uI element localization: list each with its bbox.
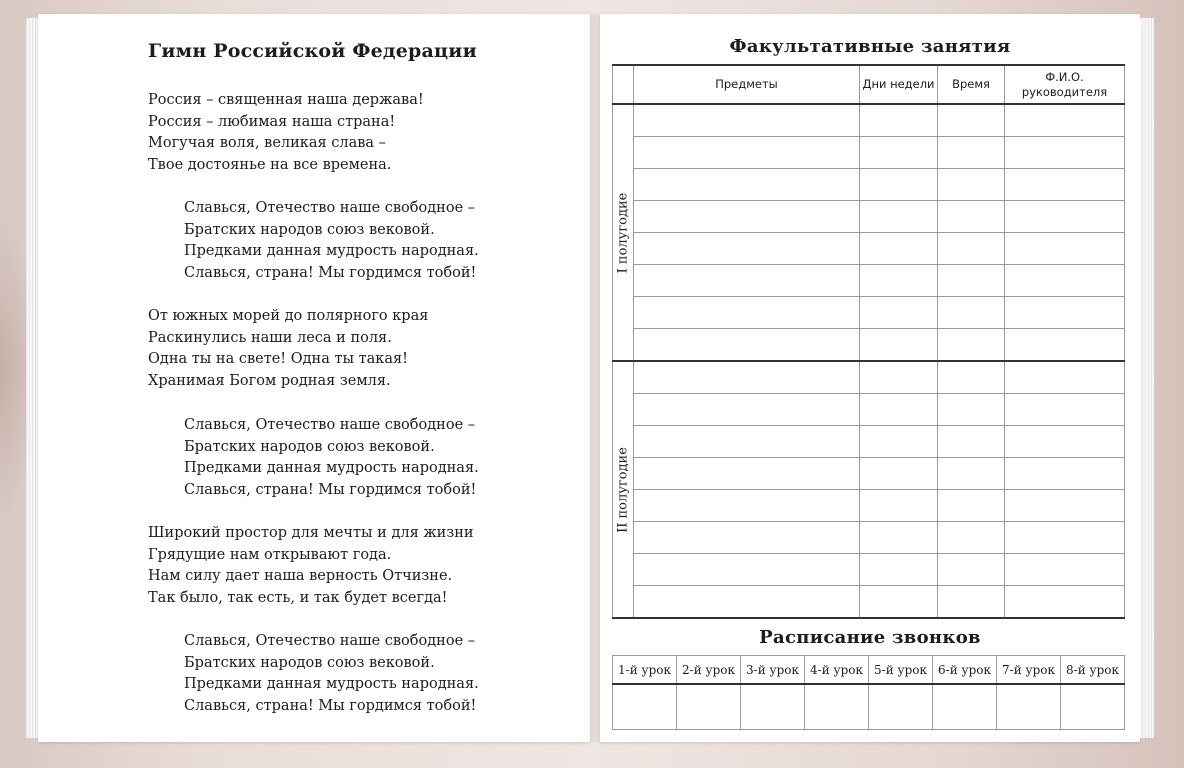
lesson-time-cell[interactable] <box>613 684 677 730</box>
time-cell[interactable] <box>938 233 1005 265</box>
bells-header-row <box>613 656 1125 685</box>
right-page <box>600 14 1140 742</box>
teacher-header-line1: Ф.И.О. <box>1045 69 1084 84</box>
subject-cell[interactable] <box>634 233 860 265</box>
table-row <box>613 265 1125 297</box>
subject-cell[interactable] <box>634 586 860 619</box>
stanza-line: Славься, Отечество наше свободное – <box>184 200 476 216</box>
teacher-cell[interactable] <box>1005 329 1125 362</box>
time-cell[interactable] <box>938 265 1005 297</box>
stanza-3 <box>148 523 474 609</box>
subject-cell[interactable] <box>634 458 860 490</box>
time-cell[interactable] <box>938 104 1005 137</box>
time-cell[interactable] <box>938 201 1005 233</box>
refrain-2 <box>184 415 479 501</box>
teacher-cell[interactable] <box>1005 201 1125 233</box>
subject-cell[interactable] <box>634 394 860 426</box>
stanza-line: Хранимая Богом родная земля. <box>148 372 391 389</box>
subject-cell[interactable] <box>634 329 860 362</box>
weekdays-cell[interactable] <box>860 297 938 329</box>
subject-cell[interactable] <box>634 265 860 297</box>
stanza-line: Россия – любимая наша страна! <box>148 113 396 130</box>
subject-cell[interactable] <box>634 201 860 233</box>
table-row <box>613 297 1125 329</box>
teacher-cell[interactable] <box>1005 490 1125 522</box>
weekdays-cell[interactable] <box>860 201 938 233</box>
page-edges-right <box>1140 18 1154 738</box>
stanza-line: Славься, страна! Мы гордимся тобой! <box>184 481 477 498</box>
lesson-time-cell[interactable] <box>997 684 1061 730</box>
subject-cell[interactable] <box>634 426 860 458</box>
subject-cell[interactable] <box>634 169 860 201</box>
time-cell[interactable] <box>938 329 1005 362</box>
semester-2-cell <box>613 361 634 618</box>
stanza-line: Так было, так есть, и так будет всегда! <box>148 589 448 606</box>
stanza-line: Предками данная мудрость народная. <box>184 460 479 476</box>
bells-time-row <box>613 684 1125 730</box>
stanza-2 <box>148 306 428 392</box>
lesson-time-cell[interactable] <box>805 684 869 730</box>
teacher-cell[interactable] <box>1005 137 1125 169</box>
subject-cell[interactable] <box>634 137 860 169</box>
weekdays-cell[interactable] <box>860 554 938 586</box>
time-header: Время <box>938 65 1005 104</box>
table-row <box>613 426 1125 458</box>
table-row <box>613 361 1125 394</box>
electives-title: Факультативные занятия <box>729 36 1011 57</box>
refrain-1 <box>184 198 479 284</box>
teacher-cell[interactable] <box>1005 458 1125 490</box>
teacher-cell[interactable] <box>1005 361 1125 394</box>
lesson-header: 3-й урок <box>741 656 805 685</box>
electives-header-row <box>613 65 1125 104</box>
table-row <box>613 522 1125 554</box>
stanza-line: Широкий простор для мечты и для жизни <box>148 525 474 541</box>
stanza-line: Славься, страна! Мы гордимся тобой! <box>184 264 477 281</box>
weekdays-cell[interactable] <box>860 104 938 137</box>
weekdays-cell[interactable] <box>860 233 938 265</box>
lesson-header: 4-й урок <box>805 656 869 685</box>
stanza-line: Братских народов союз вековой. <box>184 438 435 455</box>
lesson-header: 7-й урок <box>997 656 1061 685</box>
anthem-title: Гимн Российской Федерации <box>148 40 477 62</box>
subjects-header: Предметы <box>634 65 860 104</box>
stanza-line: Предками данная мудрость народная. <box>184 676 479 692</box>
time-cell[interactable] <box>938 137 1005 169</box>
lesson-time-cell[interactable] <box>741 684 805 730</box>
lesson-time-cell[interactable] <box>1061 684 1125 730</box>
weekdays-cell[interactable] <box>860 394 938 426</box>
table-row <box>613 137 1125 169</box>
stanza-line: Раскинулись наши леса и поля. <box>148 329 392 346</box>
teacher-header <box>1005 65 1125 104</box>
electives-table <box>612 64 1125 619</box>
weekdays-cell[interactable] <box>860 458 938 490</box>
teacher-cell[interactable] <box>1005 297 1125 329</box>
teacher-cell[interactable] <box>1005 233 1125 265</box>
teacher-cell[interactable] <box>1005 394 1125 426</box>
lesson-time-cell[interactable] <box>869 684 933 730</box>
table-row <box>613 169 1125 201</box>
teacher-cell[interactable] <box>1005 522 1125 554</box>
time-cell[interactable] <box>938 169 1005 201</box>
subject-cell[interactable] <box>634 522 860 554</box>
time-cell[interactable] <box>938 297 1005 329</box>
bells-table <box>612 655 1125 730</box>
table-row <box>613 201 1125 233</box>
weekdays-cell[interactable] <box>860 361 938 394</box>
time-cell[interactable] <box>938 394 1005 426</box>
time-cell[interactable] <box>938 458 1005 490</box>
stanza-line: Славься, страна! Мы гордимся тобой! <box>184 697 477 714</box>
stanza-line: Одна ты на свете! Одна ты такая! <box>148 351 408 367</box>
table-row <box>613 458 1125 490</box>
teacher-cell[interactable] <box>1005 426 1125 458</box>
lesson-time-cell[interactable] <box>933 684 997 730</box>
stanza-line: Братских народов союз вековой. <box>184 654 435 671</box>
stanza-line: От южных морей до полярного края <box>148 308 429 324</box>
teacher-cell[interactable] <box>1005 169 1125 201</box>
time-cell[interactable] <box>938 554 1005 586</box>
stanza-line: Славься, Отечество наше свободное – <box>184 633 476 649</box>
refrain-3 <box>184 631 479 717</box>
table-row <box>613 233 1125 265</box>
stanza-line: Россия – священная наша держава! <box>148 92 424 108</box>
teacher-cell[interactable] <box>1005 104 1125 137</box>
time-cell[interactable] <box>938 490 1005 522</box>
lesson-time-cell[interactable] <box>677 684 741 730</box>
subject-cell[interactable] <box>634 297 860 329</box>
table-row <box>613 586 1125 619</box>
weekdays-cell[interactable] <box>860 169 938 201</box>
weekdays-header: Дни недели <box>860 65 938 104</box>
weekdays-cell[interactable] <box>860 522 938 554</box>
stanza-line: Славься, Отечество наше свободное – <box>184 417 476 433</box>
semester-1-cell <box>613 104 634 361</box>
table-row <box>613 104 1125 137</box>
stanza-line: Твое достоянье на все времена. <box>148 156 392 173</box>
semester-1-label: I полугодие <box>615 192 631 273</box>
table-row <box>613 394 1125 426</box>
lesson-header: 1-й урок <box>613 656 677 685</box>
time-cell[interactable] <box>938 361 1005 394</box>
teacher-cell[interactable] <box>1005 586 1125 619</box>
table-row <box>613 329 1125 362</box>
left-page <box>38 14 590 742</box>
weekdays-cell[interactable] <box>860 329 938 362</box>
semester-header-cell <box>613 65 634 104</box>
weekdays-cell[interactable] <box>860 265 938 297</box>
lesson-header: 5-й урок <box>869 656 933 685</box>
stanza-line: Предками данная мудрость народная. <box>184 243 479 259</box>
stanza-line: Могучая воля, великая слава – <box>148 135 386 151</box>
time-cell[interactable] <box>938 426 1005 458</box>
bells-title: Расписание звонков <box>759 627 981 648</box>
subject-cell[interactable] <box>634 554 860 586</box>
weekdays-cell[interactable] <box>860 137 938 169</box>
semester-2-label: II полугодие <box>615 446 631 533</box>
stanza-line: Грядущие нам открывают года. <box>148 546 392 563</box>
lesson-header: 6-й урок <box>933 656 997 685</box>
subject-cell[interactable] <box>634 104 860 137</box>
time-cell[interactable] <box>938 522 1005 554</box>
stanza-1 <box>148 90 424 176</box>
lesson-header: 2-й урок <box>677 656 741 685</box>
page-edges-left <box>26 18 38 738</box>
time-cell[interactable] <box>938 586 1005 619</box>
stanza-line: Братских народов союз вековой. <box>184 221 435 238</box>
weekdays-cell[interactable] <box>860 490 938 522</box>
teacher-cell[interactable] <box>1005 554 1125 586</box>
teacher-cell[interactable] <box>1005 265 1125 297</box>
lesson-header: 8-й урок <box>1061 656 1125 685</box>
weekdays-cell[interactable] <box>860 426 938 458</box>
stanza-line: Нам силу дает наша верность Отчизне. <box>148 568 453 584</box>
subject-cell[interactable] <box>634 490 860 522</box>
teacher-header-line2: руководителя <box>1021 84 1108 99</box>
subject-cell[interactable] <box>634 361 860 394</box>
table-row <box>613 490 1125 522</box>
weekdays-cell[interactable] <box>860 586 938 619</box>
table-row <box>613 554 1125 586</box>
